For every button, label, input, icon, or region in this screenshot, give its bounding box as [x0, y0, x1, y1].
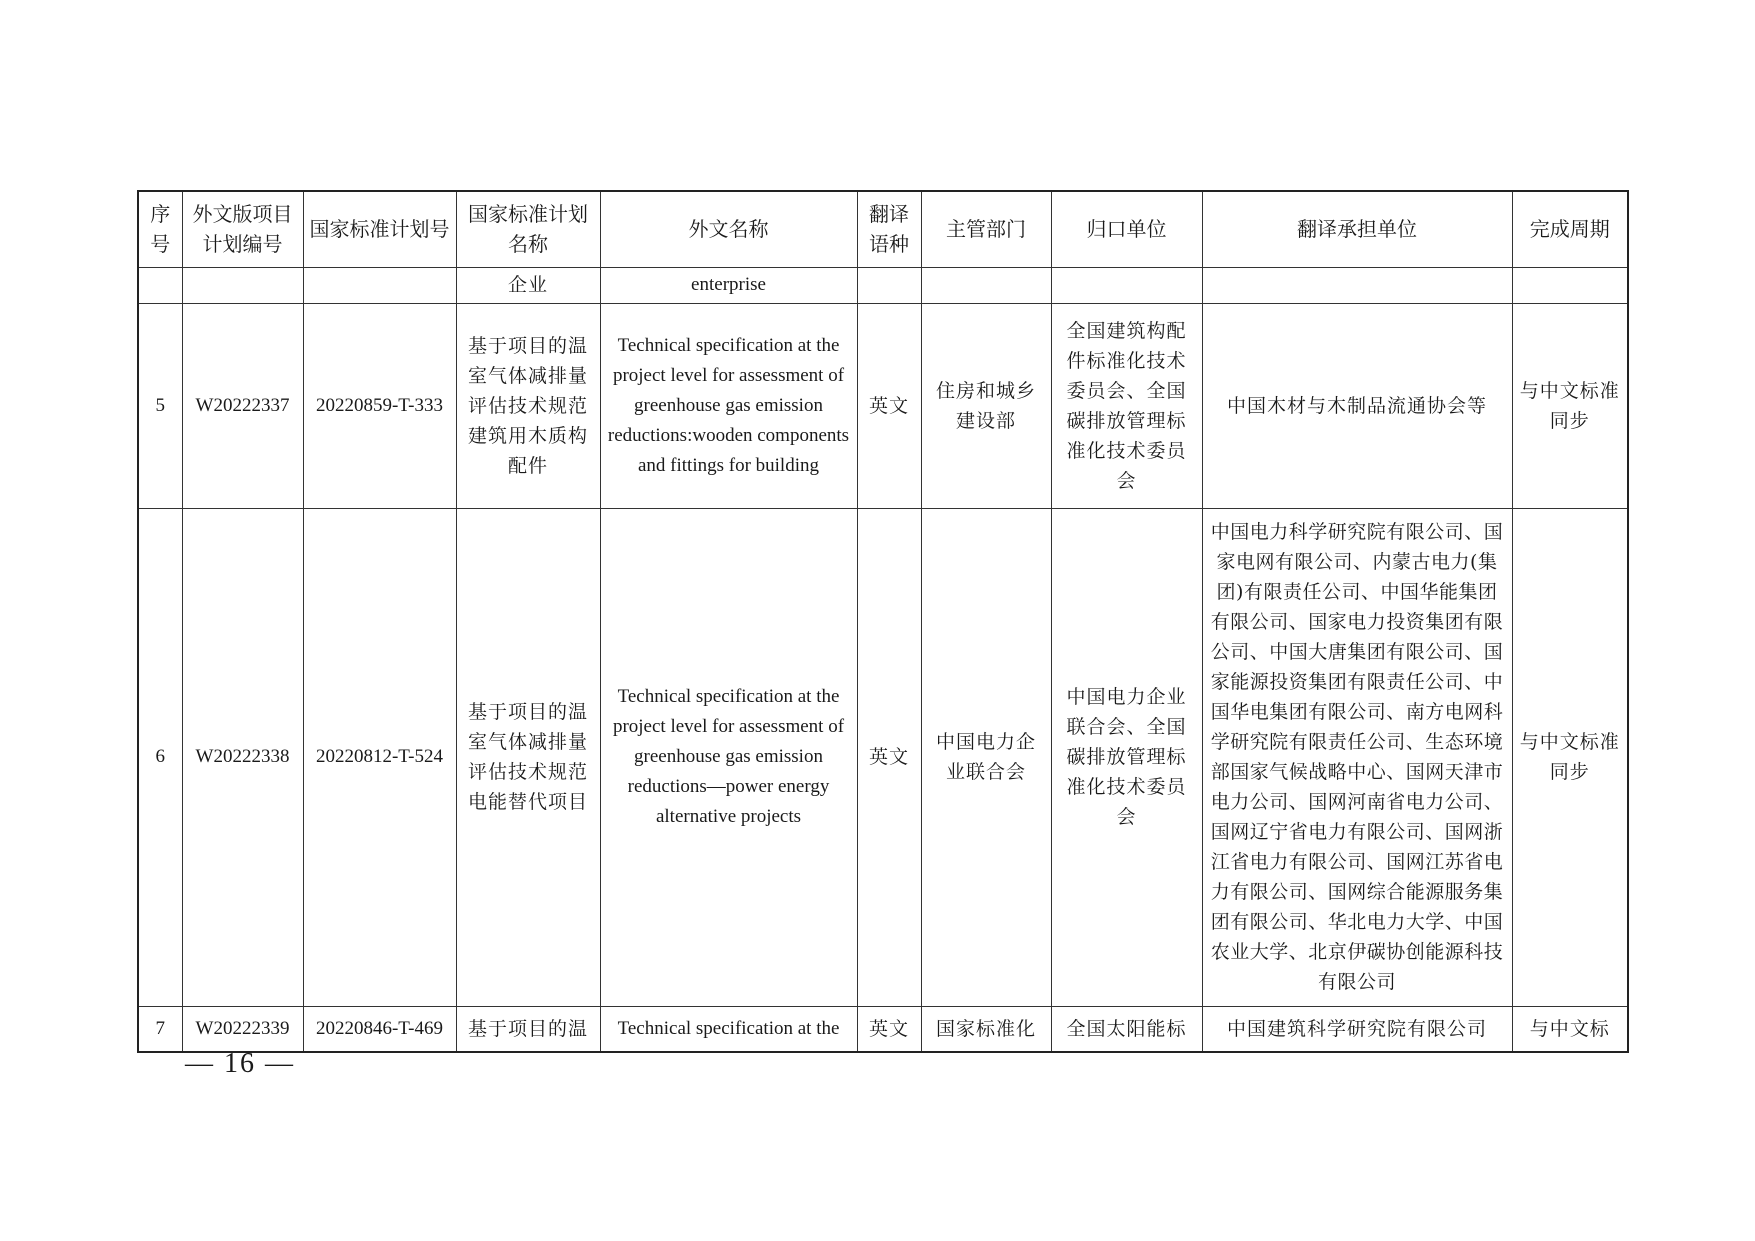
row-translator: 中国电力科学研究院有限公司、国家电网有限公司、内蒙古电力(集团)有限责任公司、中国华能集团有限公司、国家电力投资集团有限公司、中国大唐集团有限公司、国家能源投资集团有限责任公司、中国华电集团有限公司、南方电网科学研究院有限责任公司、生态环境部国家气候战略中心、国网天津市电力公司、国网河南省电力公司、国网辽宁省电力有限公司、国网浙江省电力有限公司、国网江苏省电力有限公司、国网综合能源服务集团有限公司、华北电力大学、中国农业大学、北京伊碳协创能源科技有限公司	[1202, 508, 1512, 1006]
header-translator: 翻译承担单位	[1202, 191, 1512, 267]
row-national-id: 20220846-T-469	[303, 1006, 456, 1052]
row-foreign-name: Technical specification at the	[600, 1006, 857, 1052]
row-national-id: 20220812-T-524	[303, 508, 456, 1006]
row-period: 与中文标	[1512, 1006, 1628, 1052]
header-foreign-name: 外文名称	[600, 191, 857, 267]
row-seq: 6	[138, 508, 182, 1006]
header-language: 翻译语种	[857, 191, 921, 267]
row-foreign-id: W20222337	[182, 303, 303, 508]
row-period: 与中文标准同步	[1512, 508, 1628, 1006]
row-language: 英文	[857, 303, 921, 508]
continuation-national-name: 企业	[456, 267, 600, 303]
row-national-name: 基于项目的温室气体减排量评估技术规范建筑用木质构配件	[456, 303, 600, 508]
row-dept: 国家标准化	[921, 1006, 1051, 1052]
row-national-name: 基于项目的温室气体减排量评估技术规范电能替代项目	[456, 508, 600, 1006]
row-seq: 5	[138, 303, 182, 508]
page-number: — 16 —	[185, 1048, 295, 1079]
standards-plan-table	[137, 190, 1629, 1053]
continuation-row	[138, 267, 1628, 303]
row-dept: 中国电力企业联合会	[921, 508, 1051, 1006]
row-translator: 中国建筑科学研究院有限公司	[1202, 1006, 1512, 1052]
table-row	[138, 1006, 1628, 1052]
header-national-name: 国家标准计划名称	[456, 191, 600, 267]
row-foreign-name: Technical specification at the project level for assessment of greenhouse gas emission reductions—power energy alternative projects	[600, 508, 857, 1006]
row-national-id: 20220859-T-333	[303, 303, 456, 508]
row-foreign-id: W20222338	[182, 508, 303, 1006]
row-unit: 全国太阳能标	[1051, 1006, 1202, 1052]
row-dept: 住房和城乡建设部	[921, 303, 1051, 508]
continuation-foreign-name: enterprise	[600, 267, 857, 303]
row-seq: 7	[138, 1006, 182, 1052]
row-national-name: 基于项目的温	[456, 1006, 600, 1052]
table-header-row	[138, 191, 1628, 267]
row-unit: 全国建筑构配件标准化技术委员会、全国碳排放管理标准化技术委员会	[1051, 303, 1202, 508]
header-seq: 序号	[138, 191, 182, 267]
row-unit: 中国电力企业联合会、全国碳排放管理标准化技术委员会	[1051, 508, 1202, 1006]
row-foreign-name: Technical specification at the project level for assessment of greenhouse gas emission reductions:wooden components and fittings for building	[600, 303, 857, 508]
row-language: 英文	[857, 1006, 921, 1052]
table-row	[138, 508, 1628, 1006]
row-language: 英文	[857, 508, 921, 1006]
header-unit: 归口单位	[1051, 191, 1202, 267]
row-translator: 中国木材与木制品流通协会等	[1202, 303, 1512, 508]
row-foreign-id: W20222339	[182, 1006, 303, 1052]
header-dept: 主管部门	[921, 191, 1051, 267]
row-period: 与中文标准同步	[1512, 303, 1628, 508]
header-period: 完成周期	[1512, 191, 1628, 267]
header-national-id: 国家标准计划号	[303, 191, 456, 267]
header-foreign-id: 外文版项目计划编号	[182, 191, 303, 267]
table-row	[138, 303, 1628, 508]
